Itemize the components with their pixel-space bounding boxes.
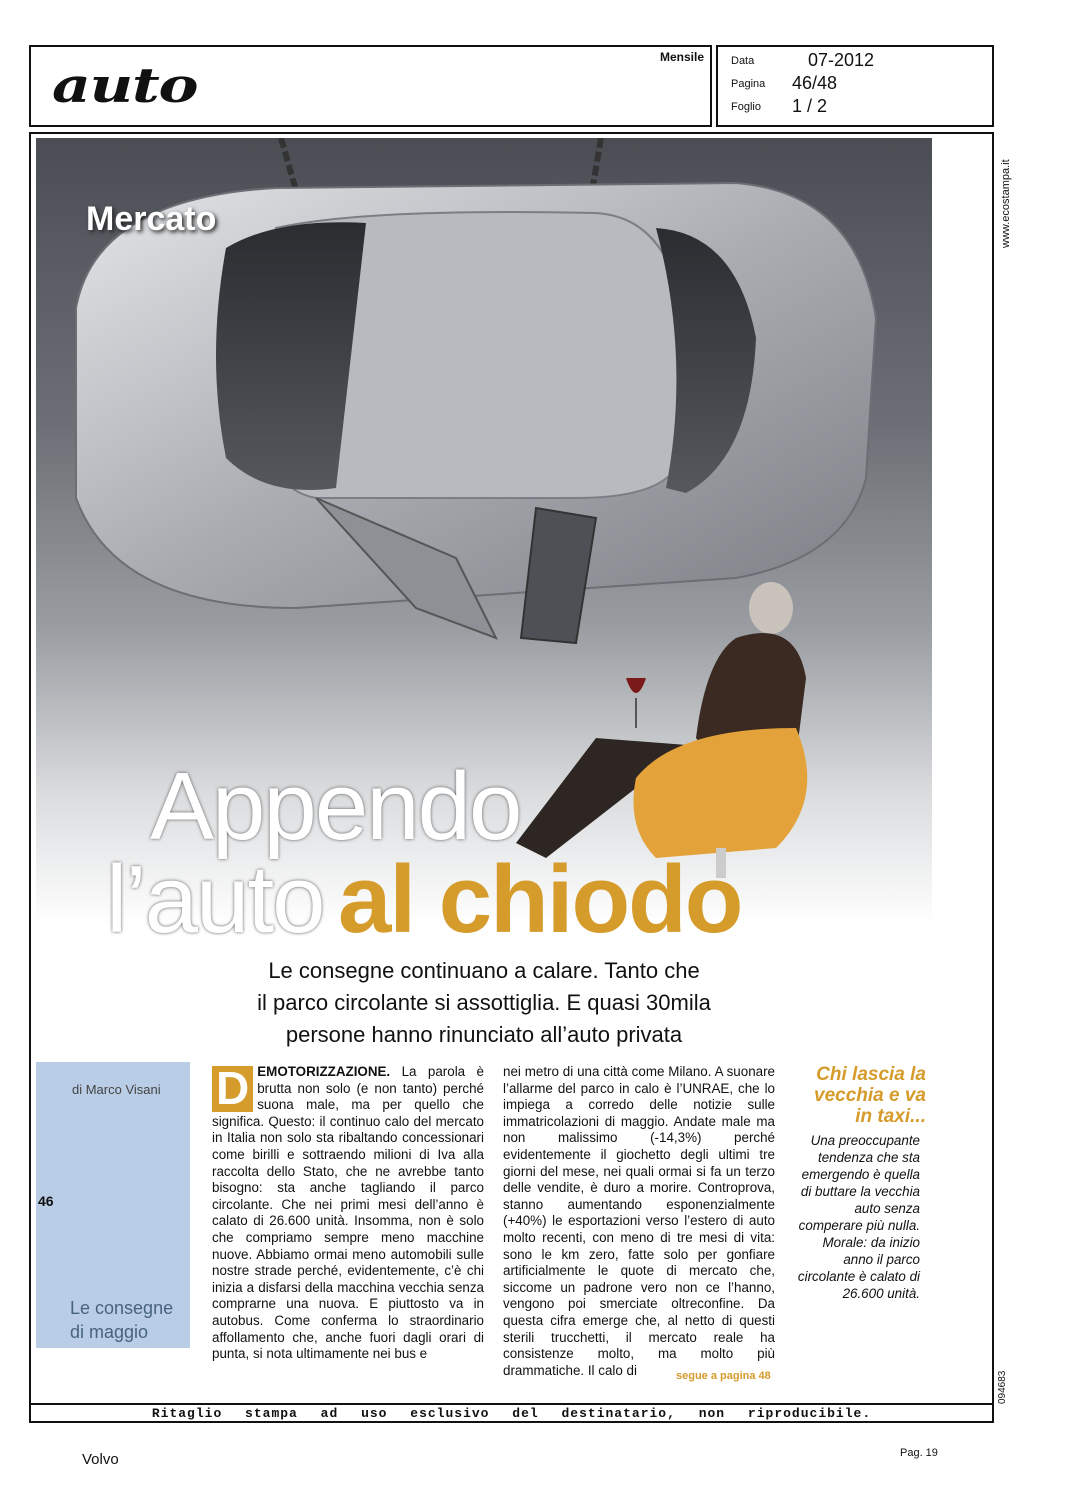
section-tag: Mercato [86, 200, 217, 238]
side-code: 094683 [997, 1370, 1008, 1404]
client-name: Volvo [82, 1451, 119, 1468]
lead-word: EMOTORIZZAZIONE. [257, 1064, 391, 1079]
continue-prefix: segue a [676, 1370, 717, 1382]
frequency-label: Mensile [660, 50, 705, 64]
footer-divider [29, 1403, 994, 1405]
magazine-logo: auto [52, 58, 198, 114]
meta-value-foglio: 1 / 2 [792, 96, 828, 116]
dropcap: D [212, 1066, 253, 1112]
article-column-2 [503, 1064, 775, 1379]
meta-value-data: 07-2012 [808, 50, 875, 70]
meta-label-pagina: Pagina [731, 78, 766, 90]
meta-label-data: Data [731, 55, 755, 67]
box-title: Chi lascia la vecchia e va in taxi... [814, 1064, 926, 1127]
headline-line2-b: al chiodo [338, 846, 742, 953]
column-1-text: La parola è brutta non solo (e non tanto) perché suona male, ma per quello che significa. Questo: il continuo calo del mercato in Italia non solo sta ribaltando concessionari come birilli e sottraendo milioni di Iva alla raccolta dello Stato, che ne avrebbe tanto bisogno: sta anche tagliando il parco circolante. Che nei primi mesi dell’anno è calato di 26.600 unità. Insomma, non è solo che compriamo sempre meno macchine nuove. Abbiamo ormai meno automobili sulle nostre strade perché, evidentemente, c’è chi inizia a disfarsi della macchina vecchia senza comprarne una nuova. E piuttosto va in autobus. Come conferma lo straordinario affollamento che, anche fuori dagli orari di punta, si nota ultimamente nei bus e [212, 1064, 484, 1362]
document-page: Pag. 19 [900, 1447, 938, 1459]
byline: di Marco Visani [72, 1082, 161, 1097]
subtitle-line2: il parco circolante si assottiglia. E quasi 30mila [257, 990, 711, 1015]
subtitle-line1: Le consegne continuano a calare. Tanto che [268, 958, 700, 983]
reproduction-notice: Ritaglio stampa ad uso esclusivo del destinatario, non riproducibile. [151, 1406, 872, 1421]
sidebar-label-line1: Le consegne [70, 1298, 174, 1318]
headline-line2-a: l’auto [106, 846, 324, 953]
article-column-1 [212, 1064, 484, 1363]
column-2-text: nei metro di una città come Milano. A suonare l’allarme del parco in calo è l’UNRAE, che lo impiega a corredo delle notizie sulle immatricolazioni di maggio. Andate male ma non malissimo (-14,3%) perché evidentemente il giochetto degli ultimi tre giorni del mese, nei quali ormai si fa un terzo delle vendite, è duro a morire. Controprova, stanno aumentando esponenzialmente (+40%) le esportazioni verso l’estero di auto molto recenti, con meno di tre mesi di vita: sono le km zero, fatte solo per gonfiare artificialmente le quote di mercato che, siccome un padrone vero non ce l’hanno, vengono poi smerciate oltreconfine. Da questa cifra emerge che, al netto di questi sterili trucchetti, il mercato reale ha consistenze molto, ma molto più drammatiche. Il calo di [503, 1064, 775, 1378]
subtitle-line3: persone hanno rinunciato all’auto privata [285, 1022, 683, 1047]
continue-note [676, 1370, 771, 1382]
box-body: Una preoccupante tendenza che sta emergendo è quella di buttare la vecchia auto senza comperare più nulla. Morale: da inizio anno il parco circolante è calato di 26.600 unità. [797, 1133, 920, 1301]
meta-value-pagina: 46/48 [792, 73, 838, 93]
continue-page: pagina 48 [720, 1370, 771, 1382]
side-url: www.ecostampa.it [1000, 159, 1012, 248]
sidebar-label-line2: di maggio [70, 1322, 149, 1342]
headline-line1: Appendo [150, 753, 521, 860]
sidebar-label [70, 1296, 173, 1344]
meta-label-foglio: Foglio [731, 101, 761, 113]
page-number: 46 [38, 1193, 54, 1209]
